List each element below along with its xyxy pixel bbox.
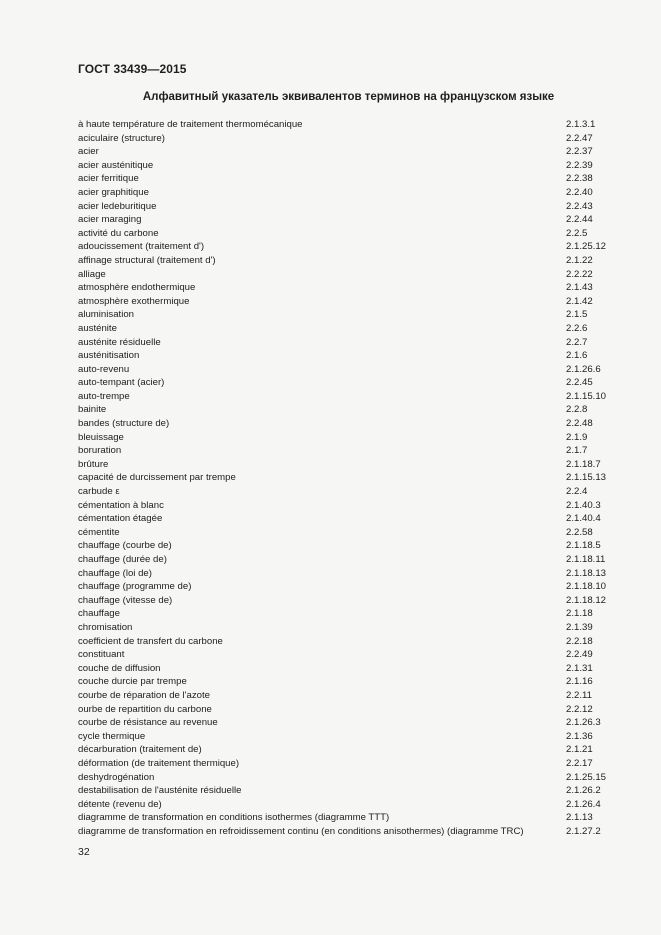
index-term: bandes (structure de) (78, 418, 170, 430)
index-reference: 2.1.3.1 (566, 119, 596, 130)
index-entry (78, 431, 618, 445)
index-entry (78, 499, 618, 513)
index-entry (78, 675, 618, 689)
index-reference: 2.1.43 (566, 282, 593, 294)
index-term: destabilisation de l'austénite résiduelle (78, 785, 242, 797)
index-reference: 2.1.42 (566, 295, 593, 307)
index-entry (78, 512, 618, 526)
index-reference: 2.2.4 (566, 486, 588, 498)
index-term: décarburation (traitement de) (78, 744, 202, 756)
index-entry (78, 811, 618, 825)
index-reference: 2.2.18 (566, 635, 593, 647)
index-term: austénite (78, 322, 117, 334)
index-term: activité du carbone (78, 227, 159, 239)
index-entry (78, 376, 618, 390)
index-reference: 2.2.5 (566, 227, 588, 239)
index-term: courbe de réparation de l'azote (78, 689, 210, 701)
index-reference: 2.1.6 (566, 350, 588, 362)
index-reference: 2.2.44 (566, 214, 593, 226)
index-term: chauffage (courbe de) (78, 540, 172, 552)
index-term: bainite (78, 404, 107, 416)
index-reference: 2.1.5 (566, 309, 588, 321)
index-term: cycle thermique (78, 730, 146, 742)
index-reference: 2.1.18.10 (566, 581, 607, 593)
index-reference: 2.1.25.12 (566, 241, 607, 253)
index-term: coefficient de transfert du carbone (78, 635, 223, 647)
page-number: 32 (78, 846, 90, 858)
index-entry (78, 648, 618, 662)
index-term: aciculaire (structure) (78, 132, 165, 144)
index-reference: 2.1.18 (566, 608, 593, 620)
index-entry (78, 703, 618, 717)
index-term: courbe de résistance au revenue (78, 717, 218, 729)
index-reference: 2.1.13 (566, 812, 593, 824)
index-reference: 2.1.40.3 (566, 499, 601, 511)
index-entry (78, 240, 618, 254)
index-reference: 2.1.31 (566, 662, 593, 674)
index-reference: 2.1.18.13 (566, 567, 607, 579)
index-term: diagramme de transformation en conditions isothermes (diagramme TTT) (78, 812, 390, 824)
index-term: chauffage (vitesse de) (78, 594, 173, 606)
index-entry (78, 607, 618, 621)
index-reference: 2.1.7 (566, 445, 588, 457)
index-reference: 2.2.6 (566, 322, 588, 334)
index-entry (78, 458, 618, 472)
index-reference: 2.1.36 (566, 730, 593, 742)
index-entry (78, 730, 618, 744)
index-term: cémentation étagée (78, 513, 163, 525)
index-entry (78, 118, 618, 132)
index-entry (78, 349, 618, 363)
section-heading-text: Алфавитный указатель эквивалентов терминов на французском языке (142, 91, 555, 103)
index-reference: 2.1.27.2 (566, 825, 601, 837)
index-reference: 2.1.40.4 (566, 513, 601, 525)
index-reference: 2.1.18.11 (566, 554, 606, 565)
index-term: affinage structural (traitement d') (78, 254, 216, 266)
index-reference: 2.1.18.12 (566, 594, 607, 606)
index-term: acier graphitique (78, 186, 149, 198)
index-entry (78, 172, 618, 186)
index-reference: 2.2.12 (566, 703, 593, 715)
section-heading (0, 91, 661, 103)
index-term: constituant (78, 649, 125, 661)
index-entry (78, 539, 618, 553)
index-entry (78, 200, 618, 214)
index-entry (78, 268, 618, 282)
index-entry (78, 363, 618, 377)
index-entry (78, 757, 618, 771)
index-reference: 2.1.39 (566, 621, 593, 633)
index-term: boruration (78, 445, 122, 457)
index-reference: 2.2.37 (566, 146, 593, 158)
index-entry (78, 471, 618, 485)
index-term: brûture (78, 458, 109, 470)
index-entry (78, 336, 618, 350)
index-entry (78, 213, 618, 227)
index-reference: 2.2.17 (566, 757, 593, 769)
index-entry (78, 798, 618, 812)
index-term: auto-trempe (78, 390, 130, 402)
index-term: capacité de durcissement par trempe (78, 472, 236, 484)
index-reference: 2.1.22 (566, 254, 593, 266)
index-entry (78, 553, 618, 567)
index-entry (78, 444, 618, 458)
term-index-list (78, 118, 618, 838)
index-term: à haute température de traitement thermomécanique (78, 119, 303, 130)
index-entry (78, 308, 618, 322)
index-entry (78, 403, 618, 417)
index-entry (78, 594, 618, 608)
index-term: atmosphère exothermique (78, 295, 190, 307)
index-term: ourbe de repartition du carbone (78, 703, 212, 715)
index-entry (78, 635, 618, 649)
index-reference: 2.2.39 (566, 159, 593, 171)
index-entry (78, 662, 618, 676)
index-reference: 2.1.26.2 (566, 785, 601, 797)
index-reference: 2.1.26.6 (566, 363, 601, 375)
index-entry (78, 784, 618, 798)
index-reference: 2.2.11 (566, 689, 592, 701)
index-entry (78, 390, 618, 404)
index-term: diagramme de transformation en refroidissement continu (en conditions anisothermes) (diagramme TRC) (78, 825, 524, 837)
index-reference: 2.2.38 (566, 173, 593, 185)
index-reference: 2.1.25.15 (566, 771, 607, 783)
index-reference: 2.2.49 (566, 649, 593, 661)
index-reference: 2.2.8 (566, 404, 588, 416)
index-entry (78, 825, 618, 839)
index-reference: 2.2.40 (566, 186, 593, 198)
index-reference: 2.2.45 (566, 377, 593, 389)
index-term: auto-tempant (acier) (78, 377, 165, 389)
index-entry (78, 227, 618, 241)
index-entry (78, 417, 618, 431)
index-entry (78, 485, 618, 499)
index-term: carbude ε (78, 486, 120, 498)
index-term: aluminisation (78, 309, 134, 321)
index-entry (78, 689, 618, 703)
index-entry (78, 322, 618, 336)
index-term: cémentite (78, 526, 120, 538)
index-entry (78, 186, 618, 200)
index-entry (78, 526, 618, 540)
index-reference: 2.1.15.10 (566, 390, 607, 402)
index-reference: 2.1.21 (566, 744, 593, 756)
index-term: acier ledeburitique (78, 200, 157, 212)
index-entry (78, 743, 618, 757)
index-term: acier maraging (78, 214, 142, 226)
index-reference: 2.1.26.3 (566, 717, 601, 729)
index-term: chauffage (programme de) (78, 581, 192, 593)
index-term: austénitisation (78, 350, 140, 362)
index-term: détente (revenu de) (78, 798, 162, 810)
index-term: bleuissage (78, 431, 124, 443)
index-reference: 2.2.22 (566, 268, 593, 280)
index-reference: 2.1.18.7 (566, 458, 601, 470)
index-term: couche de diffusion (78, 662, 161, 674)
index-term: couche durcie par trempe (78, 676, 187, 688)
index-reference: 2.1.15.13 (566, 472, 607, 484)
index-reference: 2.2.7 (566, 336, 588, 348)
index-term: atmosphère endothermique (78, 282, 196, 294)
index-term: acier ferritique (78, 173, 139, 185)
index-entry (78, 159, 618, 173)
index-term: deshydrogénation (78, 771, 155, 783)
index-reference: 2.2.43 (566, 200, 593, 212)
index-term: adoucissement (traitement d') (78, 241, 205, 253)
index-term: chauffage (loi de) (78, 567, 152, 579)
index-term: acier (78, 146, 99, 158)
index-entry (78, 567, 618, 581)
index-entry (78, 580, 618, 594)
index-term: acier austénitique (78, 159, 154, 171)
index-entry (78, 254, 618, 268)
index-entry (78, 132, 618, 146)
index-term: austénite résiduelle (78, 336, 161, 348)
index-term: cémentation à blanc (78, 499, 164, 511)
index-reference: 2.2.58 (566, 526, 593, 538)
index-reference: 2.2.48 (566, 418, 593, 430)
document-code: ГОСТ 33439—2015 (78, 62, 187, 76)
index-term: auto-revenu (78, 363, 130, 375)
index-entry (78, 621, 618, 635)
index-term: chauffage (78, 608, 120, 620)
index-term: chauffage (durée de) (78, 554, 167, 565)
index-reference: 2.2.47 (566, 132, 593, 144)
index-reference: 2.1.26.4 (566, 798, 601, 810)
index-entry (78, 716, 618, 730)
index-reference: 2.1.16 (566, 676, 593, 688)
index-term: alliage (78, 268, 106, 280)
index-term: déformation (de traitement thermique) (78, 757, 240, 769)
index-term: chromisation (78, 621, 133, 633)
index-entry (78, 771, 618, 785)
index-reference: 2.1.9 (566, 431, 588, 443)
index-entry (78, 145, 618, 159)
index-reference: 2.1.18.5 (566, 540, 601, 552)
index-entry (78, 281, 618, 295)
index-entry (78, 295, 618, 309)
